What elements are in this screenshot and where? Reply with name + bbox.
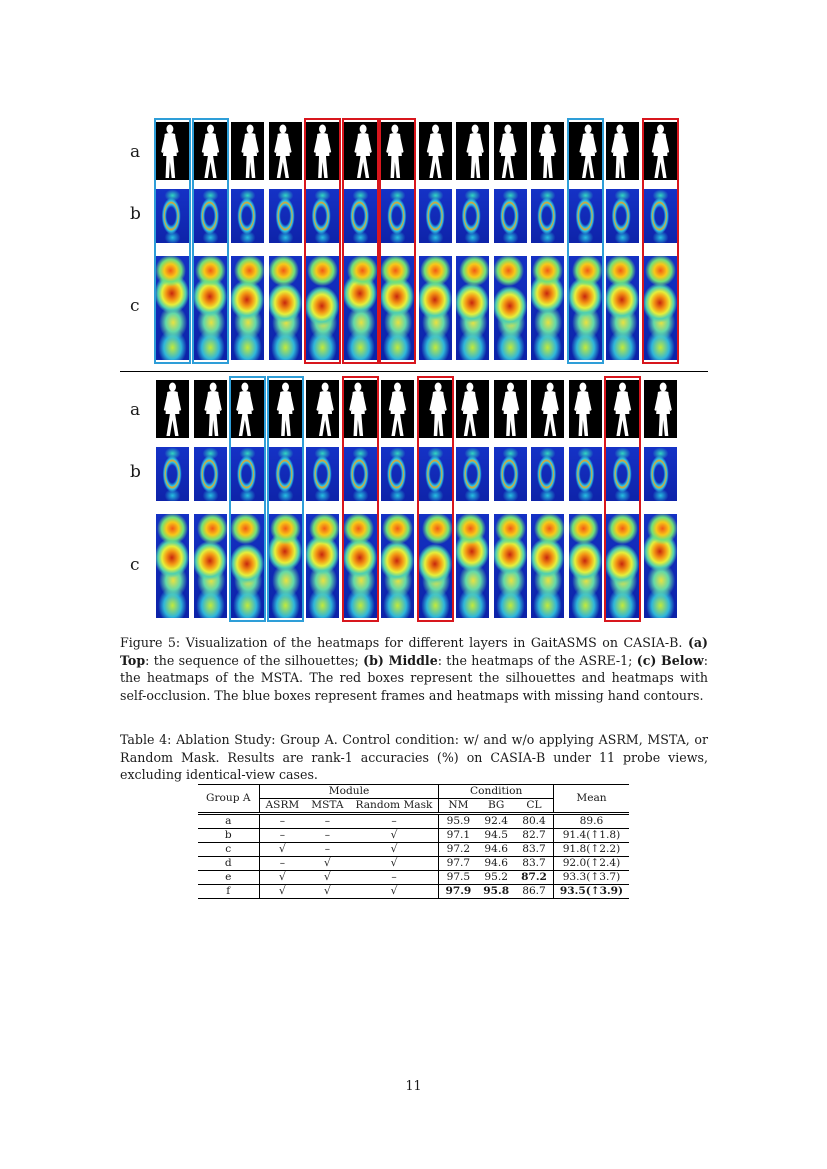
- heatmap-image: [231, 189, 264, 243]
- silhouette-image: [606, 122, 639, 180]
- cell-id: a: [198, 814, 259, 829]
- header-module: Module: [259, 785, 439, 799]
- cell-rm: √: [350, 857, 439, 871]
- table-row: [198, 814, 629, 829]
- heatmap-image: [381, 447, 414, 501]
- cell-rm: –: [350, 814, 439, 829]
- self-occlusion-box: [604, 376, 641, 622]
- silhouette-image: [381, 380, 414, 438]
- table-row: [198, 829, 629, 843]
- header-nm: NM: [439, 799, 477, 814]
- cell-msta: –: [324, 829, 331, 841]
- cell-rm: √: [350, 843, 439, 857]
- header-group: Group A: [198, 785, 259, 814]
- heatmap-image: [156, 447, 189, 501]
- missing-hand-box: [229, 376, 266, 622]
- cell-id: b: [198, 829, 259, 843]
- silhouette-image: [456, 380, 489, 438]
- header-msta: MSTA: [305, 799, 349, 814]
- silhouette-image: [194, 380, 227, 438]
- silhouette-image: [531, 122, 564, 180]
- cell-nm: 97.9: [445, 885, 472, 897]
- cell-nm: 97.7: [446, 857, 471, 869]
- heatmap-image: [269, 189, 302, 243]
- table-row: [198, 857, 629, 871]
- cell-rm: √: [350, 829, 439, 843]
- heatmap-image: [381, 514, 414, 618]
- cell-asrm: –: [279, 815, 286, 827]
- table-row: [198, 843, 629, 857]
- missing-hand-box: [192, 118, 229, 364]
- header-bg: BG: [477, 799, 515, 814]
- table-row: [198, 885, 629, 899]
- ablation-table: [198, 784, 629, 899]
- cell-mean: 92.0(↑2.4): [562, 857, 621, 869]
- cell-nm: 95.9: [446, 815, 471, 827]
- row-label-b: b: [130, 462, 141, 482]
- heatmap-image: [494, 256, 527, 360]
- heatmap-image: [531, 256, 564, 360]
- silhouette-image: [456, 122, 489, 180]
- cell-asrm: √: [279, 885, 286, 897]
- heatmap-image: [494, 189, 527, 243]
- cell-cl: 83.7: [515, 843, 553, 857]
- heatmap-image: [456, 447, 489, 501]
- heatmap-image: [606, 256, 639, 360]
- cell-bg: 95.2: [484, 871, 508, 883]
- page-number: 11: [405, 1078, 422, 1093]
- heatmap-image: [194, 447, 227, 501]
- self-occlusion-box: [642, 118, 679, 364]
- cell-cl: 87.2: [515, 871, 553, 885]
- table-caption: Table 4: Ablation Study: Group A. Control condition: w/ and w/o applying ASRM, MSTA, or Random Mask. Results are rank-1 accuracies (%) on CASIA-B under 11 probe views, excluding identical-view cases.: [120, 732, 708, 782]
- silhouette-image: [269, 122, 302, 180]
- heatmap-image: [494, 447, 527, 501]
- heatmap-image: [456, 189, 489, 243]
- cell-rm: –: [350, 871, 439, 885]
- cell-mean: 89.6: [579, 815, 604, 827]
- header-random-mask: Random Mask: [350, 799, 439, 814]
- cell-cl: 83.7: [515, 857, 553, 871]
- self-occlusion-box: [379, 118, 416, 364]
- cell-id: f: [198, 885, 259, 899]
- cell-mean: 91.4(↑1.8): [562, 829, 621, 841]
- missing-hand-box: [267, 376, 304, 622]
- heatmap-image: [306, 514, 339, 618]
- cell-bg: 92.4: [484, 815, 508, 827]
- silhouette-image: [494, 380, 527, 438]
- heatmap-image: [231, 256, 264, 360]
- self-occlusion-box: [304, 118, 341, 364]
- cell-bg: 94.6: [484, 843, 508, 855]
- row-label-a: a: [130, 142, 141, 162]
- row-label-c: c: [130, 555, 140, 575]
- heatmap-image: [306, 447, 339, 501]
- cell-mean: 93.5(↑3.9): [559, 885, 624, 897]
- heatmap-image: [419, 189, 452, 243]
- self-occlusion-box: [342, 376, 379, 622]
- cell-mean: 91.8(↑2.2): [562, 843, 621, 855]
- cell-msta: –: [324, 843, 331, 855]
- cell-bg: 95.8: [483, 885, 510, 897]
- heatmap-image: [156, 514, 189, 618]
- heatmap-image: [606, 189, 639, 243]
- header-asrm: ASRM: [259, 799, 305, 814]
- row-label-b: b: [130, 204, 141, 224]
- row-label-c: c: [130, 296, 140, 316]
- cell-mean: 93.3(↑3.7): [562, 871, 621, 883]
- missing-hand-box: [567, 118, 604, 364]
- header-condition: Condition: [439, 785, 553, 799]
- cell-asrm: √: [279, 871, 286, 883]
- header-cl: CL: [515, 799, 553, 814]
- heatmap-image: [269, 256, 302, 360]
- cell-bg: 94.6: [484, 857, 508, 869]
- silhouette-image: [494, 122, 527, 180]
- heatmap-image: [494, 514, 527, 618]
- row-label-a: a: [130, 400, 141, 420]
- cell-msta: √: [324, 871, 331, 883]
- cell-cl: 86.7: [515, 885, 553, 899]
- heatmap-image: [644, 514, 677, 618]
- heatmap-image: [419, 256, 452, 360]
- self-occlusion-box: [417, 376, 454, 622]
- cell-nm: 97.1: [446, 829, 471, 841]
- panel-separator: [120, 371, 708, 372]
- cell-rm: √: [350, 885, 439, 899]
- heatmap-image: [569, 514, 602, 618]
- silhouette-image: [231, 122, 264, 180]
- cell-id: e: [198, 871, 259, 885]
- cell-id: d: [198, 857, 259, 871]
- self-occlusion-box: [342, 118, 379, 364]
- cell-msta: √: [324, 885, 331, 897]
- heatmap-image: [456, 256, 489, 360]
- figure-caption: Figure 5: Visualization of the heatmaps for different layers in GaitASMS on CASIA-B. (a) Top: the sequence of the silhouettes; (b) Middle: the heatmaps of the ASRE-1; (c) Below: the heatmaps of the MSTA. The red boxes represent the silhouettes and heatmaps with self-occlusion. The blue boxes represent frames and heatmaps with missing hand contours.: [120, 635, 709, 703]
- table-row: [198, 871, 629, 885]
- heatmap-image: [531, 447, 564, 501]
- missing-hand-box: [154, 118, 191, 364]
- cell-msta: –: [324, 815, 331, 827]
- cell-asrm: –: [279, 857, 286, 869]
- heatmap-image: [569, 447, 602, 501]
- cell-msta: √: [324, 857, 331, 869]
- heatmap-image: [531, 514, 564, 618]
- silhouette-image: [156, 380, 189, 438]
- table-header-row: [198, 785, 629, 799]
- silhouette-image: [306, 380, 339, 438]
- silhouette-image: [569, 380, 602, 438]
- silhouette-image: [644, 380, 677, 438]
- heatmap-image: [531, 189, 564, 243]
- heatmap-image: [644, 447, 677, 501]
- silhouette-image: [531, 380, 564, 438]
- cell-cl: 82.7: [515, 829, 553, 843]
- header-mean: Mean: [553, 785, 629, 814]
- cell-cl: 80.4: [515, 814, 553, 829]
- cell-asrm: –: [279, 829, 286, 841]
- cell-asrm: √: [279, 843, 286, 855]
- cell-id: c: [198, 843, 259, 857]
- heatmap-image: [194, 514, 227, 618]
- cell-bg: 94.5: [484, 829, 508, 841]
- cell-nm: 97.2: [446, 843, 471, 855]
- heatmap-image: [456, 514, 489, 618]
- cell-nm: 97.5: [446, 871, 471, 883]
- silhouette-image: [419, 122, 452, 180]
